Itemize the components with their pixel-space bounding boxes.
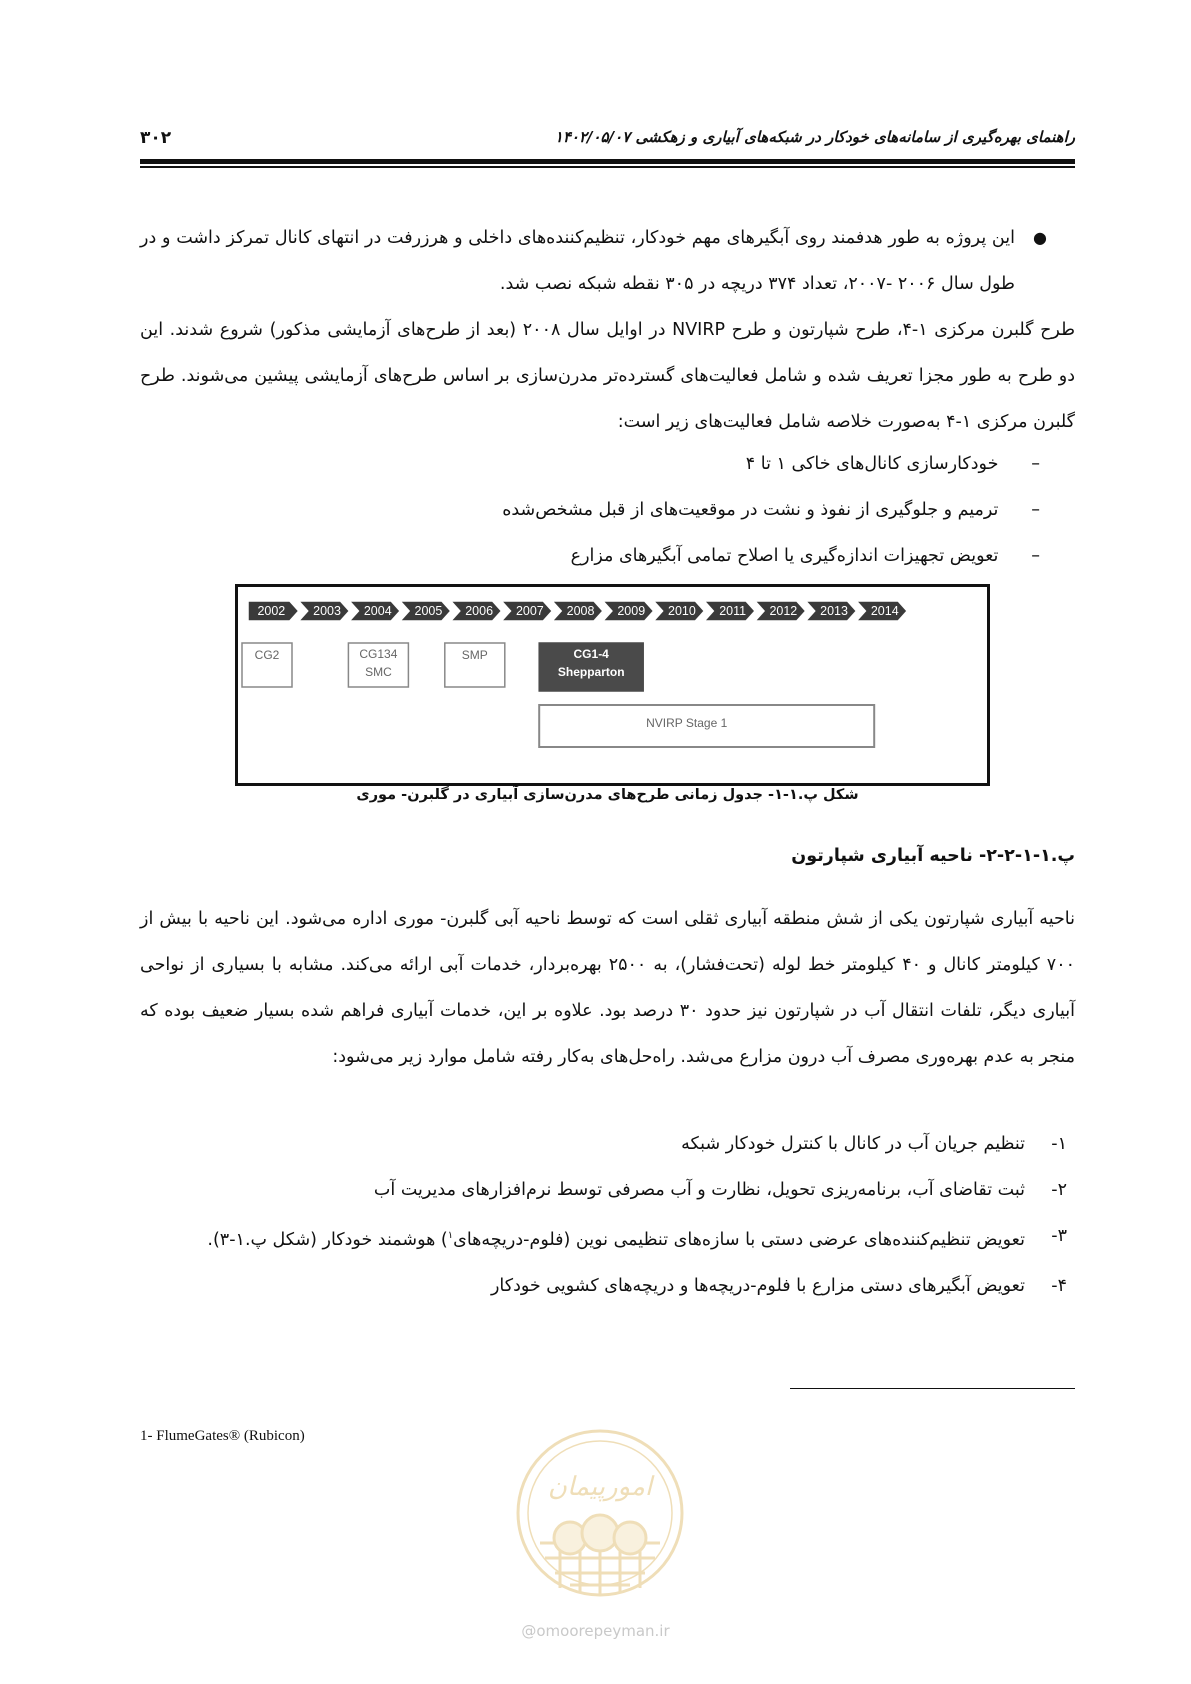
item-number: ۳-: [1051, 1226, 1067, 1246]
bullet-text: این پروژه به طور هدفمند روی آبگیرهای مهم خودکار، تنظیم‌کننده‌های داخلی و هرزرفت در انتهای کانال تمرکز داشت و در طول سال ۲۰۰۶ -۲۰۰۷، تعداد ۳۷۴ دریچه در ۳۰۵ نقطه شبکه نصب شد.: [140, 228, 1015, 294]
footnote: 1- FlumeGates® (Rubicon): [140, 1428, 305, 1444]
timeline-chart: [238, 587, 987, 783]
project-label: CG1-4: [573, 647, 609, 661]
dash-item-text: خودکارسازی کانال‌های خاکی ۱ تا ۴: [745, 454, 999, 474]
project-label: CG2: [254, 648, 280, 662]
year-label: 2009: [617, 604, 646, 618]
item-text: تعویض آبگیرهای دستی مزارع با فلوم-دریچه‌ها و دریچه‌های کشویی خودکار: [490, 1275, 1025, 1296]
watermark-logo: [500, 1423, 700, 1613]
running-title: [529, 128, 1075, 146]
dash-mark: –: [1031, 500, 1040, 520]
year-label: 2012: [769, 604, 798, 618]
header-rule-thick: [140, 159, 1075, 164]
project-label: CG134: [359, 647, 398, 661]
header-date: ۱۴۰۲/۰۵/۰۷: [554, 128, 631, 146]
bullet-item: [140, 215, 1047, 307]
bullet-icon: ●: [1033, 228, 1047, 247]
watermark-url: @omoorepeyman.ir: [521, 1622, 670, 1640]
dash-list: [140, 441, 1040, 579]
paragraph-2: ناحیه آبیاری شپارتون یکی از شش منطقه آبیاری ثقلی است که توسط ناحیه آبی گلبرن- موری اداره می‌شود. این ناحیه با بیش از ۷۰۰ کیلومتر کانال و ۴۰ کیلومتر خط لوله (تحت‌فشار)، به ۲۵۰۰ بهره‌بردار، خدمات آبی ارائه می‌کند. مشابه با بسیاری از نواحی آبیاری دیگر، تلفات انتقال آب در شپارتون نیز حدود ۳۰ درصد بود. علاوه بر این، خدمات آبیاری فراهم شده بسیار ضعیف بوده که منجر به عدم بهره‌وری مصرف آب درون مزارع می‌شد. راه‌حل‌های به‌کار رفته شامل موارد زیر می‌شود:: [140, 909, 1075, 1067]
item-text-b: ) هوشمند خودکار (شکل پ.۱-۳).: [207, 1229, 448, 1250]
year-label: 2007: [515, 604, 544, 618]
numbered-item: [140, 1213, 1075, 1263]
year-label: 2004: [363, 604, 392, 618]
item-text-a: تعویض تنظیم‌کننده‌های عرضی دستی با سازه‌های تنظیمی نوین (فلوم-دریچه‌های: [453, 1229, 1025, 1250]
section-title: پ.۱-۱-۲-۲- ناحیه آبیاری شپارتون: [791, 846, 1075, 866]
dash-item: [140, 441, 1040, 487]
numbered-item: [140, 1167, 1075, 1213]
figure-caption: شکل پ.۱-۱- جدول زمانی طرح‌های مدرن‌سازی آبیاری در گلبرن- موری: [356, 787, 859, 803]
project-label: NVIRP Stage 1: [646, 716, 728, 730]
dash-mark: –: [1031, 546, 1040, 566]
footnote-ref[interactable]: ۱: [447, 1230, 454, 1241]
dash-item: [140, 487, 1040, 533]
item-number: ۱-: [1051, 1134, 1067, 1154]
dash-item: [140, 533, 1040, 579]
project-label: Shepparton: [557, 665, 625, 679]
item-number: ۲-: [1051, 1180, 1067, 1200]
numbered-item: [140, 1121, 1075, 1167]
paragraph-1: طرح گلبرن مرکزی ۱-۴، طرح شپارتون و طرح NVIRP در اوایل سال ۲۰۰۸ (بعد از طرح‌های آزمایشی مذکور) شروع شدند. این دو طرح به طور مجزا تعریف شده و شامل فعالیت‌های گسترده‌تر مدرن‌سازی بر اساس طرح‌های آزمایشی پیشین می‌شوند. طرح گلبرن مرکزی ۱-۴ به‌صورت خلاصه شامل فعالیت‌های زیر است:: [140, 320, 1076, 432]
numbered-item: [140, 1263, 1075, 1309]
item-text: تنظیم جریان آب در کانال با کنترل خودکار شبکه: [681, 1134, 1025, 1154]
year-label: 2005: [414, 604, 443, 618]
watermark-text: امورپیمان: [547, 1472, 653, 1502]
year-label: 2006: [465, 604, 494, 618]
year-label: 2008: [566, 604, 595, 618]
project-label: SMP: [461, 648, 488, 662]
year-label: 2011: [719, 604, 747, 618]
item-number: ۴-: [1051, 1275, 1067, 1296]
footnote-rule: [790, 1388, 1075, 1389]
timeline-figure: [235, 584, 990, 786]
dash-item-text: تعویض تجهیزات اندازه‌گیری یا اصلاح تمامی آبگیرهای مزارع: [570, 546, 999, 566]
page-header: [140, 128, 1075, 154]
year-label: 2014: [870, 604, 899, 618]
header-title: راهنمای بهره‌گیری از سامانه‌های خودکار در شبکه‌های آبیاری و زهکشی: [635, 128, 1075, 146]
page-number: ۳۰۲: [140, 128, 172, 148]
dash-mark: –: [1031, 454, 1040, 474]
year-label: 2013: [820, 604, 848, 618]
item-text: ثبت تقاضای آب، برنامه‌ریزی تحویل، نظارت و آب مصرفی توسط نرم‌افزارهای مدیریت آب: [373, 1180, 1025, 1200]
numbered-list: [140, 1121, 1075, 1309]
dash-item-text: ترمیم و جلوگیری از نفوذ و نشت در موقعیت‌های از قبل مشخص‌شده: [502, 500, 999, 520]
year-label: 2003: [313, 604, 341, 618]
year-label: 2010: [668, 604, 696, 618]
year-label: 2002: [257, 604, 286, 618]
project-label: SMC: [365, 665, 392, 679]
header-rule-thin: [140, 166, 1075, 168]
